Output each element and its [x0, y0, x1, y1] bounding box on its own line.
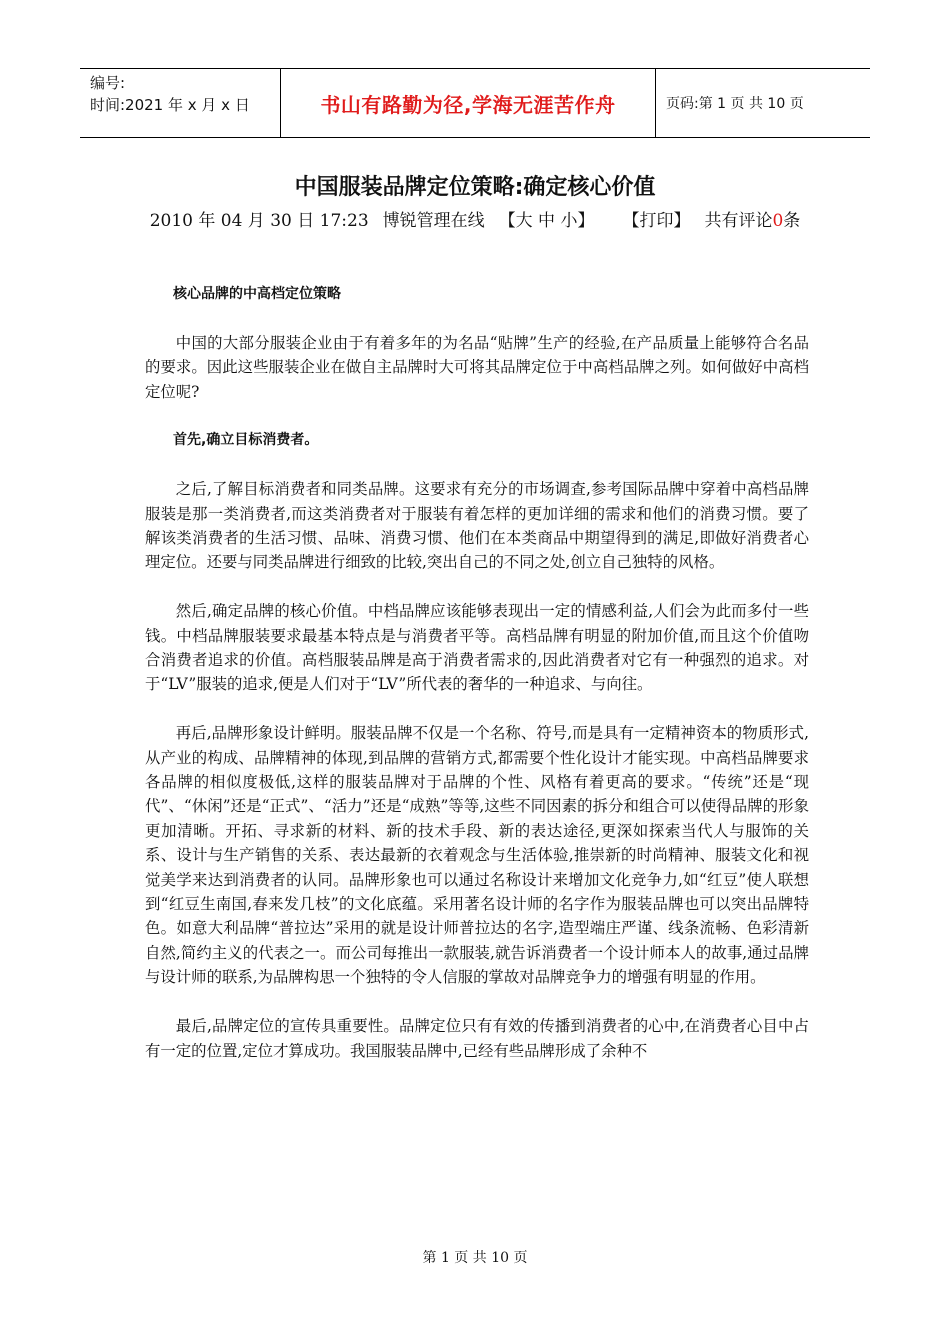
header-info — [80, 69, 280, 137]
article-body — [145, 282, 809, 1087]
paragraph: 再后,品牌形象设计鲜明。服装品牌不仅是一个名称、符号,而是具有一定精神资本的物质形式,从产业的构成、品牌精神的体现,到品牌的营销方式,都需要个性化设计才能实现。中高档品牌要求各品牌的相似度极低,这样的服装品牌对于品牌的个性、风格有着更高的要求。“传统”还是“现代”、“休闲”还是“正式”、“活力”还是“成熟”等等,这些不同因素的拆分和组合可以使得品牌的形象更加清晰。开拓、寻求新的材料、新的技术手段、新的表达途径,更深如探索当代人与服饰的关系、设计与生产销售的关系、表达最新的衣着观念与生活体验,推崇新的时尚精神、服装文化和视觉美学来达到消费者的认同。品牌形象也可以通过名称设计来增加文化竞争力,如“红豆”使人联想到“红豆生南国,春来发几枝”的文化底蕴。采用著名设计师的名字作为服装品牌也可以突出品牌特色。如意大利品牌“普拉达”采用的就是设计师普拉达的名字,造型端庄严谨、线条流畅、色彩清新自然,简约主义的代表之一。而公司每推出一款服装,就告诉消费者一个设计师本人的故事,通过品牌与设计师的联系,为品牌构思一个独特的令人信服的掌故对品牌竞争力的增强有明显的作用。 — [145, 724, 809, 987]
article-source: 博锐管理在线 — [382, 211, 485, 231]
paragraph: 中国的大部分服装企业由于有着多年的为名品“贴牌”生产的经验,在产品质量上能够符合名品的要求。因此这些服装企业在做自主品牌时大可将其品牌定位于中高档品牌之列。如何做好中高档定位呢? — [145, 333, 809, 401]
comments-prefix: 共有评论 — [704, 211, 773, 231]
header-motto: 书山有路勤为径,学海无涯苦作舟 — [280, 69, 656, 137]
header-time-label: 时间:2021 年 x 月 x 日 — [90, 96, 250, 114]
header-page-info: 页码:第 1 页 共 10 页 — [666, 96, 804, 112]
comments-count[interactable]: 0 — [772, 211, 784, 231]
font-size-controls[interactable]: 【大 中 小】 — [498, 211, 595, 231]
article-title: 中国服装品牌定位策略:确定核心价值 — [294, 175, 656, 200]
print-link[interactable]: 【打印】 — [622, 211, 691, 231]
comments-suffix: 条 — [783, 211, 801, 231]
article-meta — [140, 208, 810, 234]
header-number-label: 编号: — [90, 74, 126, 92]
document-header — [80, 68, 870, 138]
section-heading: 核心品牌的中高档定位策略 — [173, 286, 341, 302]
section-heading: 首先,确立目标消费者。 — [173, 432, 319, 449]
article-datetime: 2010 年 04 月 30 日 17:23 — [149, 211, 369, 231]
page-footer: 第 1 页 共 10 页 — [422, 1250, 528, 1266]
paragraph: 然后,确定品牌的核心价值。中档品牌应该能够表现出一定的情感利益,人们会为此而多付一些钱。中档品牌服装要求最基本特点是与消费者平等。高档品牌有明显的附加价值,而且这个价值吻合消费者追求的价值。高档服装品牌是高于消费者需求的,因此消费者对它有一种强烈的追求。对于“LV”服装的追求,便是人们对于“LV”所代表的奢华的一种追求、与向往。 — [145, 602, 809, 694]
paragraph: 最后,品牌定位的宣传具重要性。品牌定位只有有效的传播到消费者的心中,在消费者心目中占有一定的位置,定位才算成功。我国服装品牌中,已经有些品牌形成了余种不 — [145, 1017, 809, 1060]
paragraph: 之后,了解目标消费者和同类品牌。这要求有充分的市场调查,参考国际品牌中穿着中高档品牌服装是那一类消费者,而这类消费者对于服装有着怎样的更加详细的需求和他们的消费习惯。要了解该类消费者的生活习惯、品味、消费习惯、他们在本类商品中期望得到的满足,即做好消费者心理定位。还要与同类品牌进行细致的比较,突出自己的不同之处,创立自己独特的风格。 — [145, 480, 809, 572]
